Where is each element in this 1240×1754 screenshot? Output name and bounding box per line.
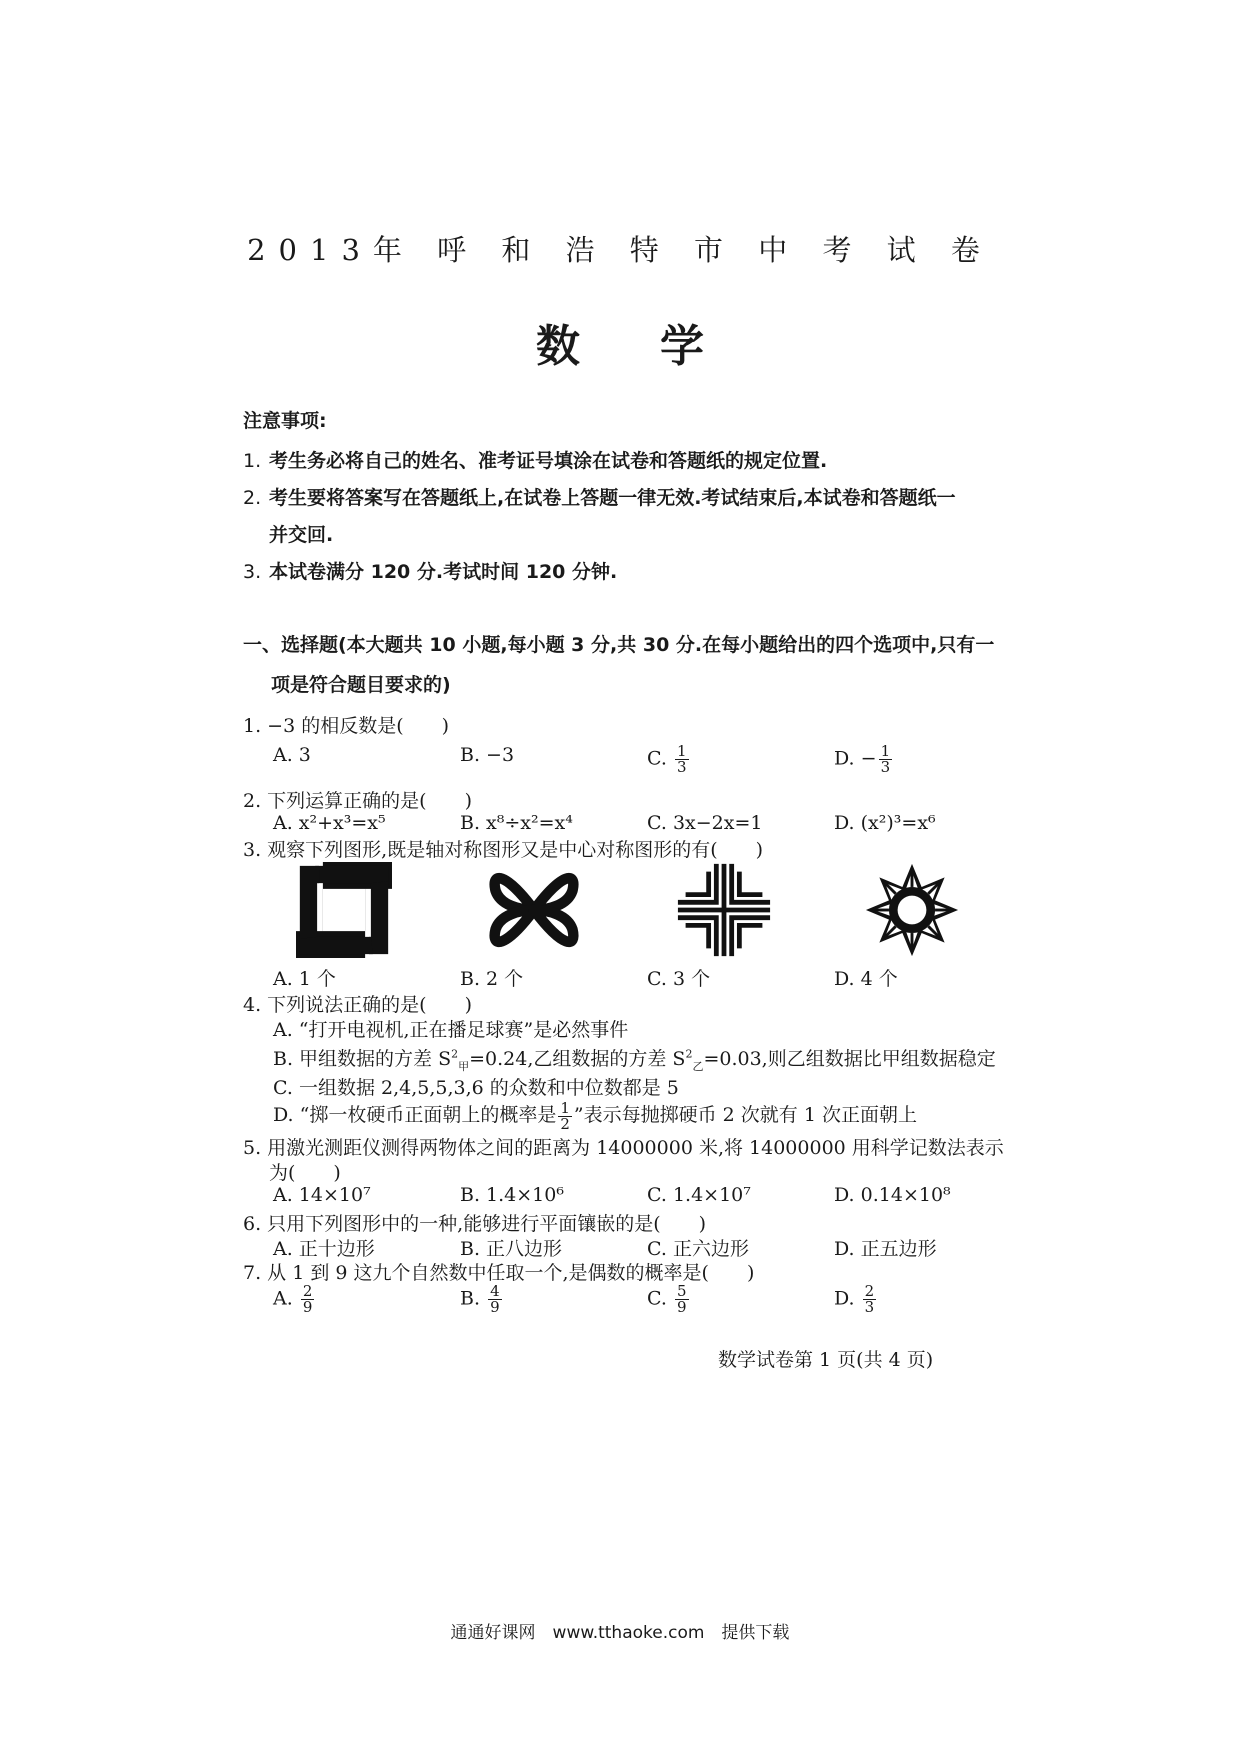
option-b: B. x⁸÷x²=x⁴ [460,812,573,834]
notes-heading: 注意事项: [243,410,327,432]
question-7-stem: 7. 从 1 到 9 这九个自然数中任取一个,是偶数的概率是( ) [243,1262,755,1284]
option-b: B. −3 [460,744,515,766]
option-d: D. 0.14×10⁸ [834,1184,951,1206]
fraction: $\frac{4}{9}$ [490,1282,500,1316]
question-3-stem: 3. 观察下列图形,既是轴对称图形又是中心对称图形的有( ) [243,839,764,861]
fraction: $\frac{1}{3}$ [676,742,687,776]
option-c: C. 3 个 [647,968,711,990]
question-7-options [273,1284,1053,1324]
section-heading: 一、选择题(本大题共 10 小题,每小题 3 分,共 30 分.在每小题给出的四个选项中,只有一 [243,634,995,656]
note-1: 1. 考生务必将自己的姓名、准考证号填涂在试卷和答题纸的规定位置. [243,450,828,472]
option-c: C. 3x−2x=1 [647,812,763,834]
question-3-figures [290,862,1010,972]
question-1-options [273,744,1053,784]
option-a: A. 3 [273,744,311,766]
subject-title: 数学 [536,321,784,372]
fraction: $\frac{2}{3}$ [864,1282,875,1316]
option-a: A. $\frac{2}{9}$ [273,1282,313,1316]
question-4-option-c: C. 一组数据 2,4,5,5,3,6 的众数和中位数都是 5 [273,1077,679,1099]
fraction: $\frac{2}{9}$ [302,1282,313,1316]
option-c: C. 正六边形 [647,1238,749,1260]
fraction: $\frac{1}{2}$ [560,1098,570,1133]
option-a: A. x²+x³=x⁵ [273,812,386,834]
option-d: D. − $\frac{1}{3}$ [834,742,891,776]
rotating-square-figure [296,862,392,958]
butterfly-figure [486,862,582,958]
option-c: C. $\frac{5}{9}$ [647,1282,687,1316]
option-d: D. 正五边形 [834,1238,937,1260]
question-2-stem: 2. 下列运算正确的是( ) [243,790,472,812]
fraction: $\frac{5}{9}$ [676,1282,687,1316]
note-3: 3. 本试卷满分 120 分.考试时间 120 分钟. [243,561,618,583]
page-footer: 数学试卷第 1 页(共 4 页) [718,1349,934,1371]
option-a: A. 14×10⁷ [273,1184,371,1206]
exam-title: 2013年 呼 和 浩 特 市 中 考 试 卷 [247,233,993,267]
option-c: C. 1.4×10⁷ [647,1184,751,1206]
option-b: B. 1.4×10⁶ [460,1184,564,1206]
option-a: A. 正十边形 [273,1238,375,1260]
question-5-stem: 5. 用激光测距仪测得两物体之间的距离为 14000000 米,将 14000000 用科学记数法表示 [243,1137,1004,1159]
option-a: A. 1 个 [273,968,336,990]
note-2: 2. 考生要将答案写在答题纸上,在试卷上答题一律无效.考试结束后,本试卷和答题纸一 [243,487,956,509]
watermark-text: 通通好课网 www.tthaoke.com 提供下载 [450,1623,790,1643]
option-b: B. 正八边形 [460,1238,563,1260]
question-4-stem: 4. 下列说法正确的是( ) [243,994,472,1016]
option-b: B. $\frac{4}{9}$ [460,1282,500,1316]
option-b: B. 2 个 [460,968,524,990]
question-1-stem: 1. −3 的相反数是( ) [243,715,450,737]
note-2-continuation: 并交回. [269,524,334,546]
question-4-option-d: D. “掷一枚硬币正面朝上的概率是 $\frac{1}{2}$ ”表示每抛掷硬币 2 次就有 1 次正面朝上 [273,1098,917,1133]
option-d: D. 4 个 [834,968,898,990]
question-4-option-a: A. “打开电视机,正在播足球赛”是必然事件 [273,1019,629,1041]
fraction: $\frac{1}{3}$ [880,742,891,776]
cross-lines-figure [676,862,772,958]
option-d: D. (x²)³=x⁶ [834,812,936,834]
question-6-stem: 6. 只用下列图形中的一种,能够进行平面镶嵌的是( ) [243,1213,707,1235]
section-heading-cont: 项是符合题目要求的) [271,674,451,696]
star-flower-figure [864,862,960,958]
question-5-stem-cont: 为( ) [269,1162,341,1184]
question-4-option-b: B. 甲组数据的方差 $S^2_甲=0.24$,乙组数据的方差 $S^2_乙=0.03$,则乙组数据比甲组数据稳定 [273,1047,996,1073]
option-c: C. $\frac{1}{3}$ [647,742,687,776]
option-d: D. $\frac{2}{3}$ [834,1282,875,1316]
